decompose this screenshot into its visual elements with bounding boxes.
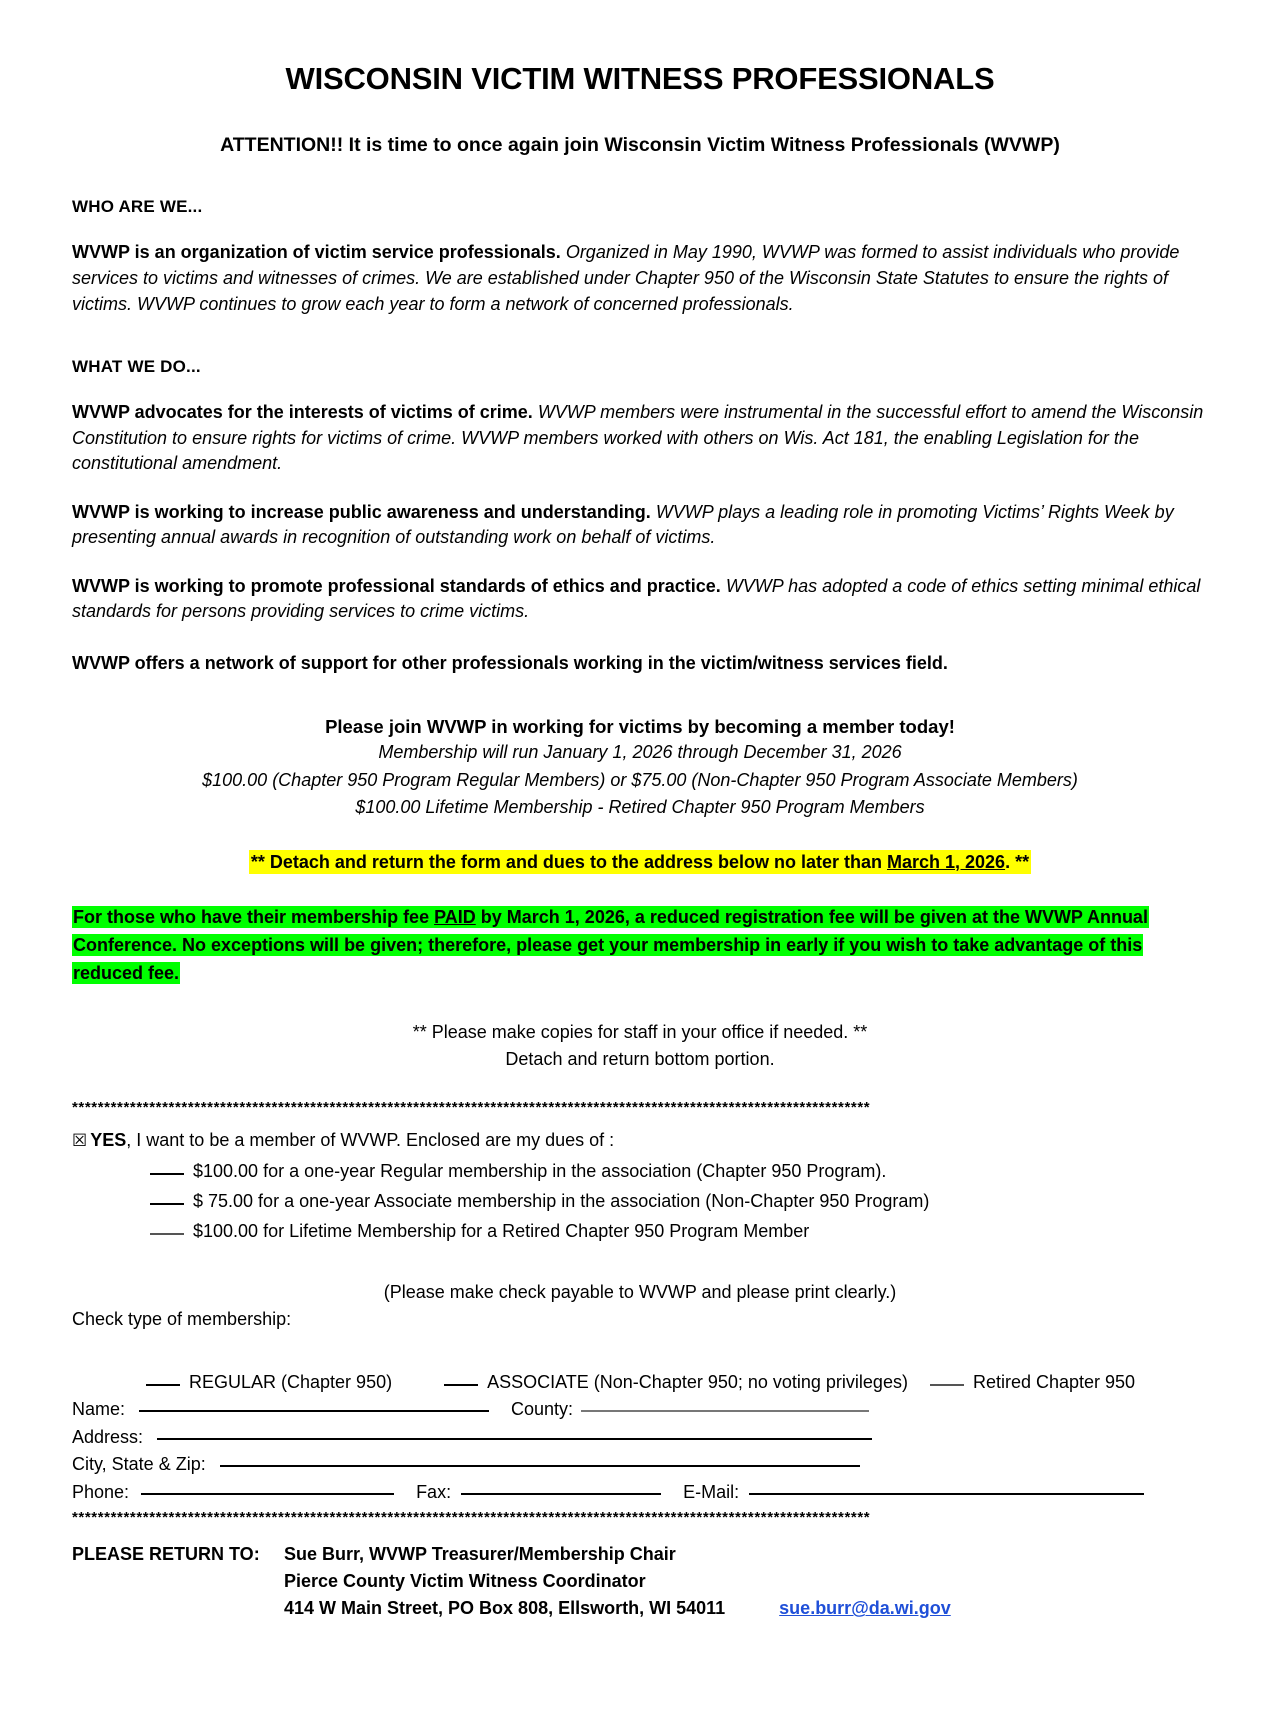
- type-option-regular: REGULAR (Chapter 950): [189, 1372, 393, 1393]
- fax-input[interactable]: [461, 1493, 661, 1495]
- deadline-highlight: [249, 850, 1031, 874]
- advocate-body: WVWP members were instrumental in the successful effort to amend the Wisconsin Constitution to ensure rights for victims of crime. WVWP members worked with others on Wis. Act 181, the enabling Legislation for the constitutional amendment.: [72, 402, 1204, 474]
- detach-line: Detach and return bottom portion.: [505, 1048, 775, 1069]
- awareness-paragraph: [72, 500, 1208, 551]
- ethics-paragraph: [72, 574, 1208, 625]
- document-page: [0, 62, 1280, 1718]
- type-blank-associate[interactable]: [444, 1384, 478, 1386]
- dues-blank-regular[interactable]: [150, 1173, 184, 1175]
- dues-blank-associate[interactable]: [150, 1203, 184, 1205]
- lifetime-fee-line: $100.00 Lifetime Membership - Retired Chapter 950 Program Members: [355, 797, 925, 818]
- type-option-associate: ASSOCIATE (Non-Chapter 950; no voting privileges): [487, 1372, 908, 1393]
- dues-option-regular-label: $100.00 for a one-year Regular membership in the association (Chapter 950 Program).: [193, 1161, 887, 1182]
- awareness-body: WVWP plays a leading role in promoting Victims’ Rights Week by presenting annual awards in recognition of outstanding work on behalf of victims.: [72, 501, 1174, 548]
- reduced-fee-notice: [72, 904, 1208, 988]
- deadline-date: March 1, 2026: [887, 851, 1006, 872]
- advocate-lead: WVWP advocates for the interests of victims of crime.: [72, 402, 533, 423]
- reduced-fee-paid-word: PAID: [434, 906, 476, 927]
- dues-blank-lifetime[interactable]: [150, 1233, 184, 1235]
- deadline-prefix: ** Detach and return the form and dues to the address below no later than: [250, 851, 887, 872]
- return-to-line3-wrap: [284, 1595, 1208, 1622]
- return-to-lines: [284, 1541, 1208, 1622]
- return-to-line2: Pierce County Victim Witness Coordinator: [284, 1571, 646, 1592]
- yes-label: YES: [90, 1129, 127, 1150]
- county-input[interactable]: [581, 1410, 869, 1412]
- reduced-fee-highlight: [72, 906, 1149, 984]
- reduced-fee-part1: For those who have their membership fee: [73, 906, 435, 927]
- type-blank-retired[interactable]: [930, 1384, 964, 1386]
- copies-line: ** Please make copies for staff in your office if needed. **: [412, 1022, 868, 1043]
- who-are-we-lead: WVWP is an organization of victim service professionals.: [72, 242, 561, 263]
- network-support-line: WVWP offers a network of support for other professionals working in the victim/witness services field.: [72, 652, 948, 673]
- reduced-fee-part2: by March 1, 2026, a reduced registration fee will be given at the WVWP Annual Conference. No exceptions will be given; therefore, please get your membership in early if you wish to take advantage of this reduced fee.: [73, 906, 1148, 983]
- fax-label: Fax:: [416, 1481, 452, 1502]
- return-to-email-link[interactable]: sue.burr@da.wi.gov: [779, 1598, 951, 1619]
- return-address-block: [72, 1541, 1208, 1622]
- return-to-line1: Sue Burr, WVWP Treasurer/Membership Chair: [284, 1544, 676, 1565]
- attention-line: ATTENTION!! It is time to once again join Wisconsin Victim Witness Professionals (WVWP): [220, 134, 1060, 157]
- ethics-lead: WVWP is working to promote professional standards of ethics and practice.: [72, 575, 721, 596]
- county-label: County:: [511, 1399, 574, 1420]
- name-label: Name:: [72, 1399, 126, 1420]
- row-phone-fax-email: [72, 1481, 1208, 1504]
- join-headline: Please join WVWP in working for victims by becoming a member today!: [325, 716, 955, 738]
- phone-label: Phone:: [72, 1481, 130, 1502]
- who-are-we-heading: WHO ARE WE...: [72, 197, 203, 217]
- dues-option-regular[interactable]: [150, 1158, 1208, 1184]
- advocate-paragraph: [72, 400, 1208, 477]
- ethics-body: WVWP has adopted a code of ethics setting minimal ethical standards for persons providing services to crime victims.: [72, 575, 1201, 622]
- dues-option-associate-label: $ 75.00 for a one-year Associate membership in the association (Non-Chapter 950 Program): [193, 1191, 930, 1212]
- deadline-suffix: . **: [1005, 851, 1030, 872]
- city-input[interactable]: [220, 1465, 860, 1467]
- payable-note: (Please make check payable to WVWP and please print clearly.): [383, 1282, 897, 1303]
- divider-top: ****************************************************************************************************************************: [72, 1099, 871, 1115]
- copies-notice: [72, 1019, 1208, 1071]
- checked-box-icon[interactable]: ☒: [72, 1130, 88, 1151]
- email-label: E-Mail:: [683, 1481, 740, 1502]
- address-label: Address:: [72, 1426, 144, 1447]
- city-label: City, State & Zip:: [72, 1454, 206, 1475]
- row-address: [72, 1426, 1208, 1449]
- divider-bottom: ****************************************************************************************************************************: [72, 1510, 871, 1526]
- who-are-we-body: Organized in May 1990, WVWP was formed to assist individuals who provide services to victims and witnesses of crimes. We are established under Chapter 950 of the Wisconsin State Statutes to ensure the rights of victims. WVWP continues to grow each year to form a network of concerned professionals.: [72, 242, 1180, 314]
- membership-fees-line: $100.00 (Chapter 950 Program Regular Members) or $75.00 (Non-Chapter 950 Program Associate Members): [202, 769, 1078, 790]
- type-option-retired: Retired Chapter 950: [972, 1372, 1136, 1393]
- deadline-highlight-row: [72, 849, 1208, 876]
- membership-type-row: [72, 1372, 1208, 1393]
- dues-option-lifetime[interactable]: [150, 1218, 1208, 1244]
- address-input[interactable]: [157, 1438, 872, 1440]
- return-to-line3: 414 W Main Street, PO Box 808, Ellsworth, WI 54011: [284, 1598, 726, 1619]
- dues-option-lifetime-label: $100.00 for Lifetime Membership for a Retired Chapter 950 Program Member: [193, 1221, 810, 1242]
- check-type-label: Check type of membership:: [72, 1309, 292, 1330]
- name-input[interactable]: [139, 1410, 489, 1412]
- what-we-do-heading: WHAT WE DO...: [72, 357, 201, 377]
- row-city-state-zip: [72, 1453, 1208, 1476]
- page-title: WISCONSIN VICTIM WITNESS PROFESSIONALS: [285, 61, 995, 96]
- membership-term-line: Membership will run January 1, 2026 through December 31, 2026: [378, 742, 902, 763]
- row-name-county: [72, 1398, 1208, 1421]
- yes-rest: , I want to be a member of WVWP. Enclosed are my dues of :: [126, 1129, 615, 1150]
- who-are-we-paragraph: [72, 240, 1208, 317]
- phone-input[interactable]: [141, 1493, 394, 1495]
- email-input[interactable]: [749, 1493, 1144, 1495]
- dues-option-associate[interactable]: [150, 1188, 1208, 1214]
- return-to-label: PLEASE RETURN TO:: [72, 1544, 260, 1565]
- type-blank-regular[interactable]: [146, 1384, 180, 1386]
- yes-membership-line: [72, 1127, 1208, 1155]
- awareness-lead: WVWP is working to increase public awareness and understanding.: [72, 501, 651, 522]
